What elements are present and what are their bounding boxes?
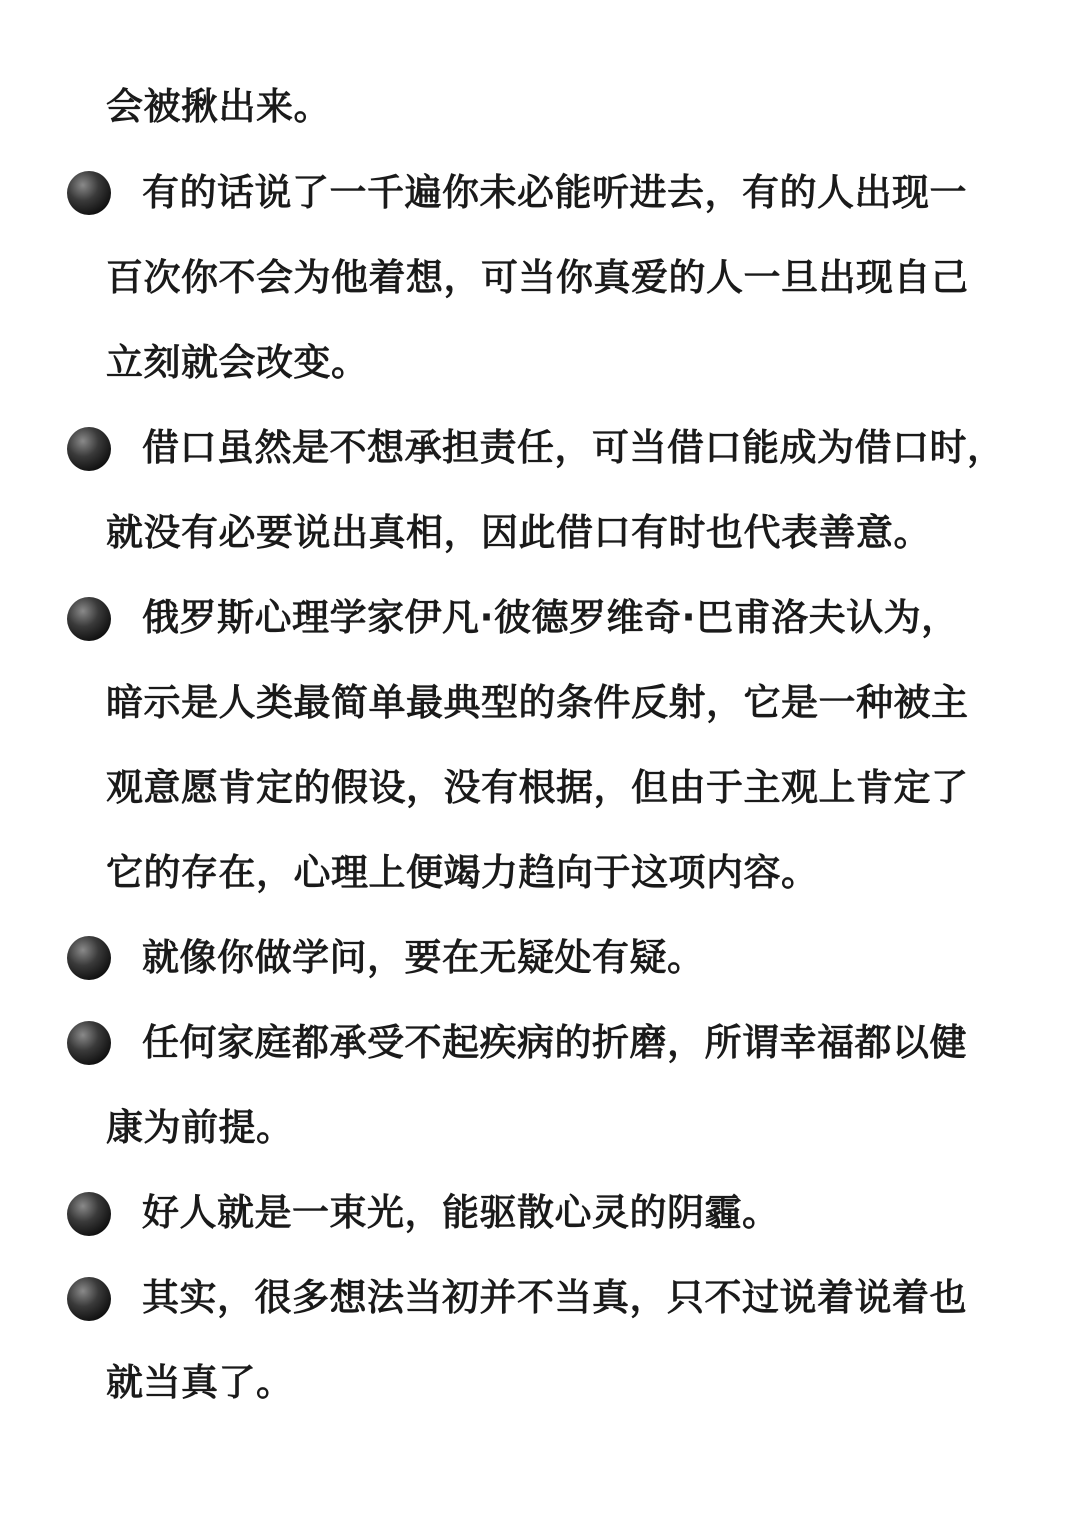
black-circle-bullet-icon xyxy=(67,427,111,471)
black-circle-bullet-icon xyxy=(67,597,111,641)
text-line: 康为前提。 xyxy=(106,1106,294,1149)
text-line: 立刻就会改变。 xyxy=(106,341,369,384)
black-circle-bullet-icon xyxy=(67,1021,111,1065)
black-circle-bullet-icon xyxy=(67,936,111,980)
list-item-line: 其实，很多想法当初并不当真，只不过说着说着也 xyxy=(142,1276,967,1319)
list-item-line: 俄罗斯心理学家伊凡·彼德罗维奇·巴甫洛夫认为， xyxy=(142,596,959,639)
black-circle-bullet-icon xyxy=(67,171,111,215)
text-line: 它的存在，心理上便竭力趋向于这项内容。 xyxy=(106,851,819,894)
text-line: 就当真了。 xyxy=(106,1361,294,1404)
list-item-line: 有的话说了一千遍你未必能听进去，有的人出现一 xyxy=(142,171,967,214)
black-circle-bullet-icon xyxy=(67,1192,111,1236)
list-item-line: 就像你做学问，要在无疑处有疑。 xyxy=(142,936,705,979)
list-item-line: 好人就是一束光，能驱散心灵的阴霾。 xyxy=(142,1191,780,1234)
text-line: 就没有必要说出真相，因此借口有时也代表善意。 xyxy=(106,511,931,554)
text-line: 百次你不会为他着想，可当你真爱的人一旦出现自己 xyxy=(106,256,969,299)
text-line: 观意愿肯定的假设，没有根据，但由于主观上肯定了 xyxy=(106,766,969,809)
text-line: 暗示是人类最简单最典型的条件反射，它是一种被主 xyxy=(106,681,969,724)
text-line: 会被揪出来。 xyxy=(106,85,331,128)
black-circle-bullet-icon xyxy=(67,1277,111,1321)
list-item-line: 任何家庭都承受不起疾病的折磨，所谓幸福都以健 xyxy=(142,1021,967,1064)
list-item-line: 借口虽然是不想承担责任，可当借口能成为借口时， xyxy=(142,426,1005,469)
